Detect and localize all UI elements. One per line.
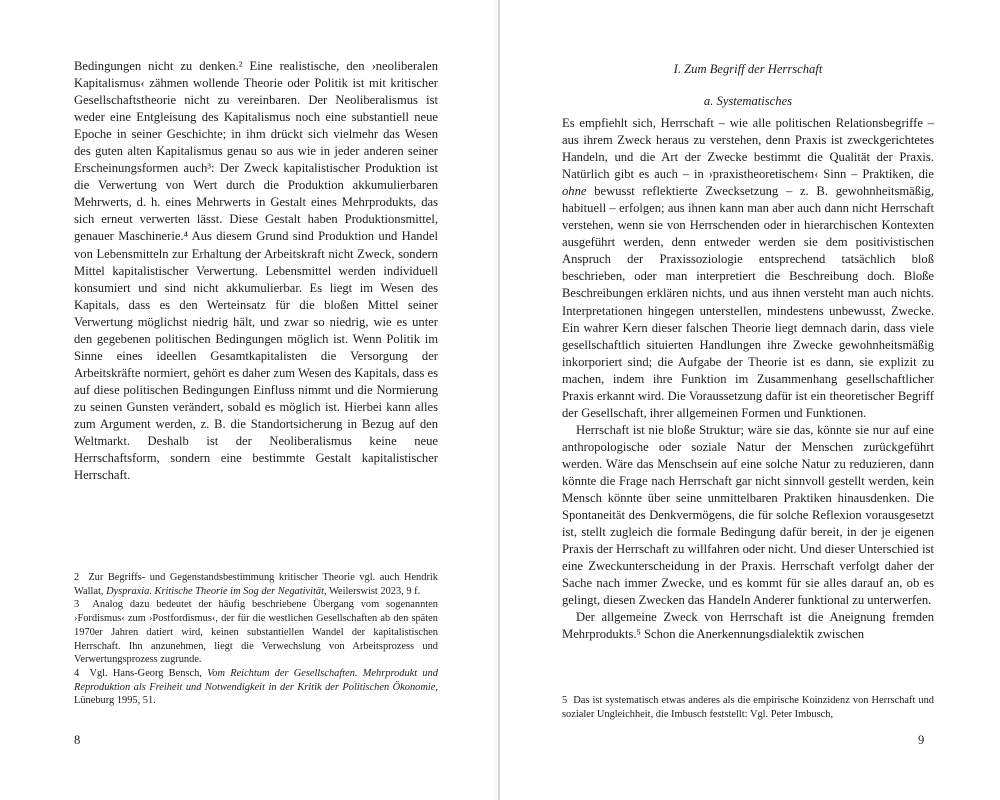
footnote-number: 2 <box>74 572 80 583</box>
left-footnotes <box>74 571 438 708</box>
footnote-text: Zur Begriffs- und Gegenstandsbestimmung kritischer Theorie vgl. auch Hendrik Wallat, <box>74 572 438 597</box>
page-number-left: 8 <box>74 733 81 747</box>
footnote-text-tail: , Weilerswist 2023, 9 f. <box>323 585 421 597</box>
right-paragraph-2: Herrschaft ist nie bloße Struktur; wäre sie das, könnte sie nur auf eine anthropologische oder soziale Natur der Menschen zurückgeführt werden. Wäre das Menschsein auf eine solche Natur zu reduzieren, dann könnte die Frage nach Herrschaft gar nicht sinnvoll gestellt werden, kein Mensch könnte über seine unmittelbaren Praktiken hinausdenken. Die Spontaneität des Denkvermögens, die für solche Reflexion vorausgesetzt ist, stellt zugleich die formale Bedingung dafür bereit, in der je eigenen Praxis der Herrschaft zu willfahren oder nicht. Und dieser Unterschied ist eine Zweckunterscheidung in der Praxis. Herrschaft verfolgt daher der Sache nach immer Zwecke, und es kommt für sie alles darauf an, ob es gelingt, diesen Zwecken das Handeln Anderer funktional zu unterwerfen. <box>562 422 934 608</box>
footnote-text: Das ist systematisch etwas anderes als die empirische Koinzidenz von Herrschaft und sozialer Ungleichheit, die Imbusch feststellt: Vgl. Peter Imbusch, <box>562 695 934 720</box>
page-number-right: 9 <box>918 733 925 747</box>
emphasis-word: ohne <box>562 184 587 199</box>
right-paragraph-3: Der allgemeine Zweck von Herrschaft ist die Aneignung fremden Mehrprodukts.⁵ Schon die Anerkennungsdialektik zwischen <box>562 610 934 642</box>
paragraph-text: Es empfiehlt sich, Herrschaft – wie alle politischen Relationsbegriffe – aus ihrem Zweck heraus zu verstehen, denn Praxis ist zweckgerichtetes Handeln, und die Art der Zwecke bestimmt die Qualität der Praxis. Natürlich gibt es auch – in ›praxistheoretischem‹ Sinn – Praktiken, die <box>562 116 934 182</box>
footnote-number: 5 <box>562 695 568 706</box>
left-page <box>0 0 498 800</box>
footnote-4 <box>74 667 438 708</box>
right-page <box>500 0 1000 800</box>
footnote-title: Dyspraxia. Kritische Theorie im Sog der Negativität <box>106 585 324 597</box>
right-paragraph-1 <box>562 115 934 422</box>
footnote-5 <box>562 694 934 721</box>
paragraph-text-continued: bewusst reflektierte Zwecksetzung – z. B. gewohnheitsmäßig, habituell – erfolgen; aus ihnen kann man aber auch dann nicht Herrschaft verstehen, wenn sie von Herrschenden oder in hierarchischen Kontexten ausgeführt werden, denn entweder werden sie dem positivistischen Anspruch der Praxissoziologie entsprechend tatsächlich bloß beschrieben, oder man interpretiert die Beschreibung doch. Bloße Beschreibungen erklären nichts, und aus ihnen versteht man auch nichts. Interpretationen hingegen unterstellen, mindestens unbewusst, Zwecke. Ein wahrer Kern dieser falschen Theorie liegt demnach darin, dass viele gesellschaftlich situierten Handlungen ihre Zwecke gewohnheitsmäßig inkorporiert sind; die Aufgabe der Theorie ist es dann, sie explizit zu machen, indem ihre Funktion im Zusammenhang gesellschaftlicher Praxis erkannt wird. Die Voraussetzung dafür ist ein theoretischer Begriff der Gesellschaft, ihrer allgemeinen Formen und Funktionen. <box>562 184 934 420</box>
chapter-heading: I. Zum Begriff der Herrschaft <box>673 62 823 76</box>
footnote-text: Vgl. Hans-Georg Bensch, <box>89 667 202 679</box>
left-body-text <box>74 58 438 484</box>
footnote-3 <box>74 598 438 667</box>
right-body-text <box>562 115 934 643</box>
right-footnotes <box>562 694 934 721</box>
left-paragraph: Bedingungen nicht zu denken.² Eine realistische, den ›neoliberalen Kapitalismus‹ zähmen wollende Theorie oder Politik ist mit kritischer Gesellschaftstheorie nicht zu vereinbaren. Der Neoliberalismus ist weder eine Entgleisung des Kapitalismus noch eine substantiell neue Epoche in seiner Geschichte; in ihm drückt sich vielmehr das Wesen des guten alten Kapitalismus genau so aus wie in jeder anderen seiner Erscheinungsformen auch³: Der Zweck kapitalistischer Produktion ist die Verwertung von Wert durch die Produktion akkumulierbaren Mehrwerts, d. h. eines Mehrwerts in Gestalt eines Mehrprodukts, das sich erneut verwerten lässt. Diese Gestalt haben Produktionsmittel, genauer Maschinerie.⁴ Aus diesem Grund sind Produktion und Handel von Lebensmitteln zur Erhaltung der Arbeitskraft nicht Zweck, sondern Mittel kapitalistischer Verwertung. Lebensmittel werden individuell konsumiert und sind nicht akkumulierbar. Es liegt im Wesen des Kapitals, dass es den Werteinsatz für die bloßen Mittel seiner Verwertung möglichst niedrig hält, und zwar so niedrig, wie es unter den gegebenen politischen Bedingungen möglich ist. Wenn Politik im Sinne eines ideellen Gesamtkapitalisten die Versorgung der Arbeitskräfte normiert, gehört es daher zum Wesen des Kapitals, dass es auf diese politischen Bedingungen Einfluss nimmt und die Normierung zu seinen Gunsten verändert, sobald es möglich ist. Hierbei kann alles zum Argument werden, z. B. die Standortsicherung in Bezug auf den Weltmarkt. Deshalb ist der Neoliberalismus keine neue Herrschaftsform, sondern eine bestimmte Gestalt kapitalistischer Herrschaft. <box>74 59 438 483</box>
footnote-2 <box>74 571 438 598</box>
footnote-number: 3 <box>74 599 80 611</box>
footnote-text-tail: , Lüneburg 1995, 51. <box>74 681 438 707</box>
section-heading: a. Systematisches <box>703 94 793 108</box>
gutter-shadow-left <box>492 0 498 800</box>
footnote-number: 4 <box>74 667 80 679</box>
footnote-title: Vom Reichtum der Gesellschaften. Mehrprodukt und Reproduktion als Freiheit und Notwendigkeit in der Kritik der Politischen Ökonomie <box>74 667 438 693</box>
footnote-text: Analog dazu bedeutet der häufig beschriebene Übergang vom sogenannten ›Fordismus‹ zum ›Postfordismus‹, der für die westlichen Gesellschaften ab den späten 1970er Jahren datiert wird, keinen substantiellen Wandel der kapitalistischen Herrschaft. Ihn anzunehmen, liegt die Verwechslung von Arbeitsprozess und Verwertungsprozess zugrunde. <box>74 599 438 666</box>
